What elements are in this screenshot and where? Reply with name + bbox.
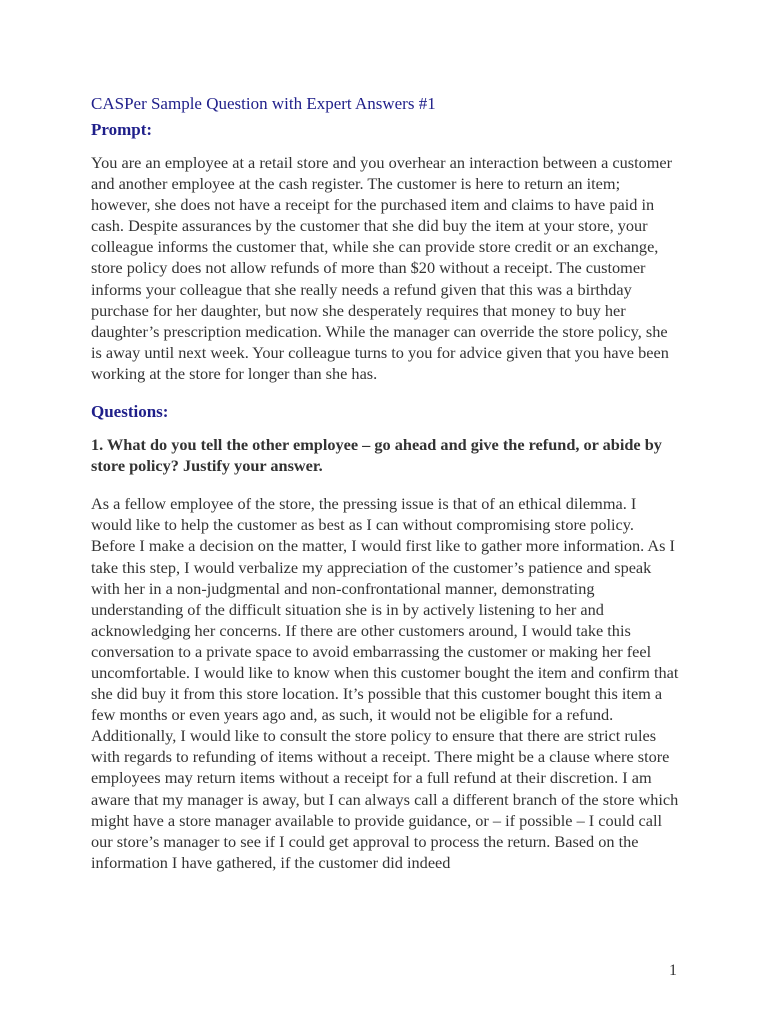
prompt-paragraph: You are an employee at a retail store and you overhear an interaction between a customer and another employee at the cash register. The customer is here to return an item; however, she does not have a receipt for the purchased item and claims to have paid in cash. Despite assurances by the customer that she did buy the item at your store, your colleague informs the customer that, while she can provide store credit or an exchange, store policy does not allow refunds of more than $20 without a receipt. The customer informs your colleague that she really needs a refund given that this was a birthday purchase for her daughter, but now she desperately requires that money to buy her daughter’s prescription medication. While the manager can override the store policy, she is away until next week. Your colleague turns to you for advice given that you have been working at the store for longer than she has.	[91, 153, 673, 383]
page-number: 1	[669, 962, 677, 979]
questions-heading: Questions:	[91, 402, 169, 422]
document-title: CASPer Sample Question with Expert Answers #1	[91, 94, 436, 113]
prompt-heading: Prompt:	[91, 120, 153, 139]
document-page	[91, 93, 681, 890]
question-1: 1. What do you tell the other employee – go ahead and give the refund, or abide by store policy? Justify your answer.	[91, 435, 662, 476]
answer-1-paragraph: As a fellow employee of the store, the pressing issue is that of an ethical dilemma. I would like to help the customer as best as I can without compromising store policy. Before I make a decision on the matter, I would first like to gather more information. As I take this step, I would verbalize my appreciation of the customer’s patience and speak with her in a non-judgmental and non-confrontational manner, demonstrating understanding of the difficult situation she is in by actively listening to her and acknowledging her concerns. If there are other customers around, I would take this conversation to a private space to avoid embarrassing the customer or making her feel uncomfortable. I would like to know when this customer bought the item and confirm that she did buy it from this store location. It’s possible that this customer bought this item a few months or even years ago and, as such, it would not be eligible for a refund. Additionally, I would like to consult the store policy to ensure that there are strict rules with regards to refunding of items without a receipt. There might be a clause where store employees may return items without a receipt for a full refund at their discretion. I am aware that my manager is away, but I can always call a different branch of the store which might have a store manager available to provide guidance, or – if possible – I could call our store’s manager to see if I could get approval to process the return. Based on the information I have gathered, if the customer did indeed	[91, 494, 679, 872]
